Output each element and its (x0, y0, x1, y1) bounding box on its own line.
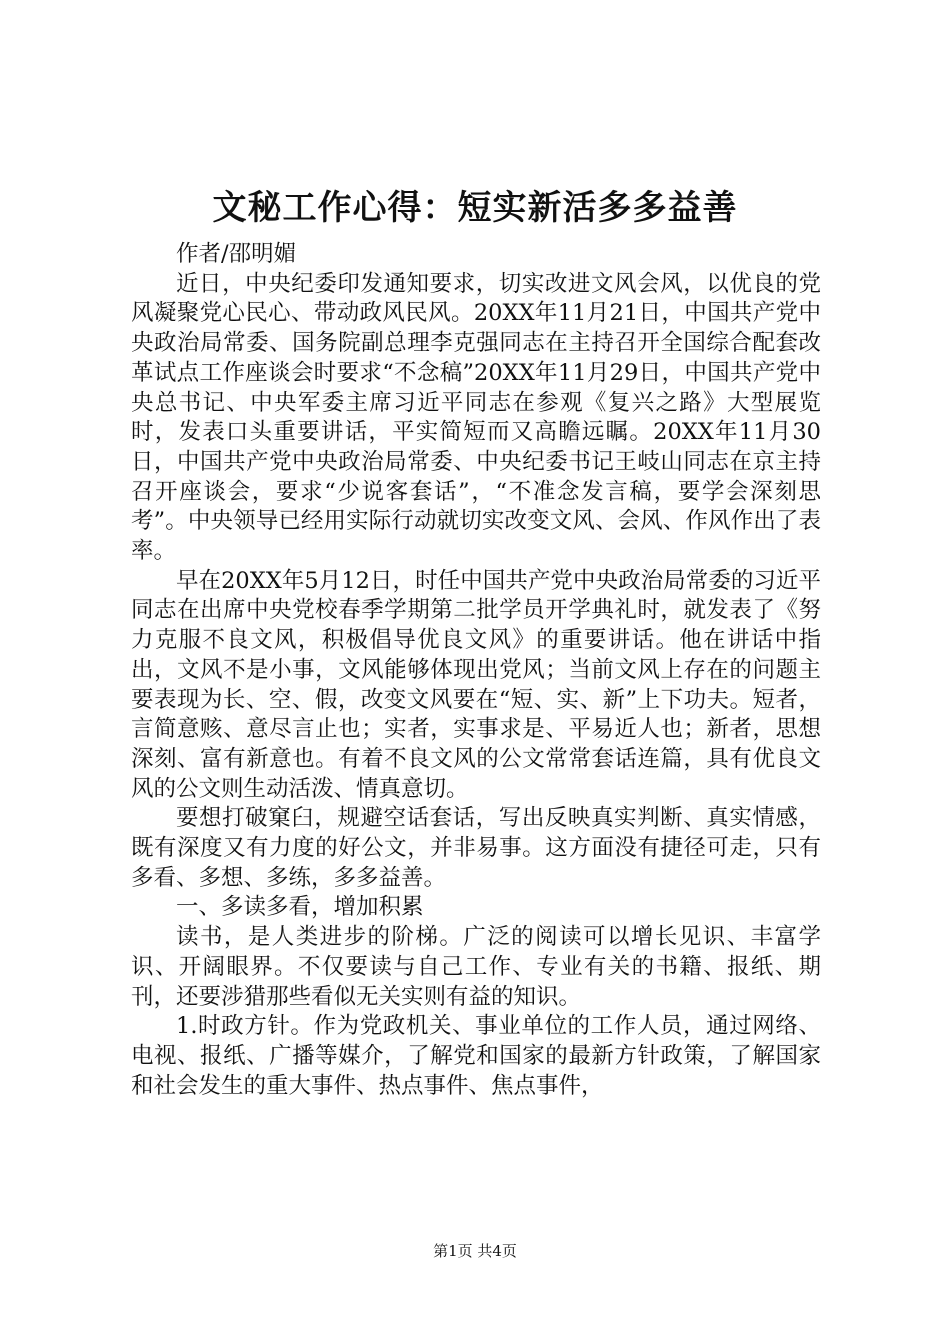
paragraph-5: 1.时政方针。作为党政机关、事业单位的工作人员，通过网络、电视、报纸、广播等媒介，了解党和国家的最新方针政策，了解国家和社会发生的重大事件、热点事件、焦点事件， (131, 1013, 821, 1099)
paragraph-1: 近日，中央纪委印发通知要求，切实改进文风会风，以优良的党风凝聚党心民心、带动政风民风。20XX年11月21日，中国共产党中央政治局常委、国务院副总理李克强同志在主持召开全国综合配套改革试点工作座谈会时要求“不念稿”20XX年11月29日，中国共产党中央总书记、中央军委主席习近平同志在参观《复兴之路》大型展览时，发表口头重要讲话，平实简短而又高瞻远瞩。20XX年11月30日，中国共产党中央政治局常委、中央纪委书记王岐山同志在京主持召开座谈会，要求“少说客套话”，“不准念发言稿，要学会深刻思考”。中央领导已经用实际行动就切实改变文风、会风、作风作出了表率。 (131, 270, 821, 565)
paragraph-3: 要想打破窠臼，规避空话套话，写出反映真实判断、真实情感，既有深度又有力度的好公文，并非易事。这方面没有捷径可走，只有多看、多想、多练，多多益善。 (131, 805, 821, 891)
author-line: 作者/邵明媚 (176, 241, 297, 267)
paragraph-2: 早在20XX年5月12日，时任中国共产党中央政治局常委的习近平同志在出席中央党校春季学期第二批学员开学典礼时，就发表了《努力克服不良文风，积极倡导优良文风》的重要讲话。他在讲话中指出，文风不是小事，文风能够体现出党风；当前文风上存在的问题主要表现为长、空、假，改变文风要在“短、实、新”上下功夫。短者，言简意赅、意尽言止也；实者，实事求是、平易近人也；新者，思想深刻、富有新意也。有着不良文风的公文常常套话连篇，具有优良文风的公文则生动活泼、情真意切。 (131, 567, 821, 802)
document-title: 文秘工作心得：短实新活多多益善 (212, 188, 738, 228)
document-body (131, 240, 821, 1101)
paragraph-4: 读书，是人类进步的阶梯。广泛的阅读可以增长见识、丰富学识、开阔眼界。不仅要读与自己工作、专业有关的书籍、报纸、期刊，还要涉猎那些看似无关实则有益的知识。 (131, 924, 821, 1010)
page-footer: 第1页 共4页 (433, 1242, 517, 1260)
section-heading: 一、多读多看，增加积累 (176, 894, 424, 921)
